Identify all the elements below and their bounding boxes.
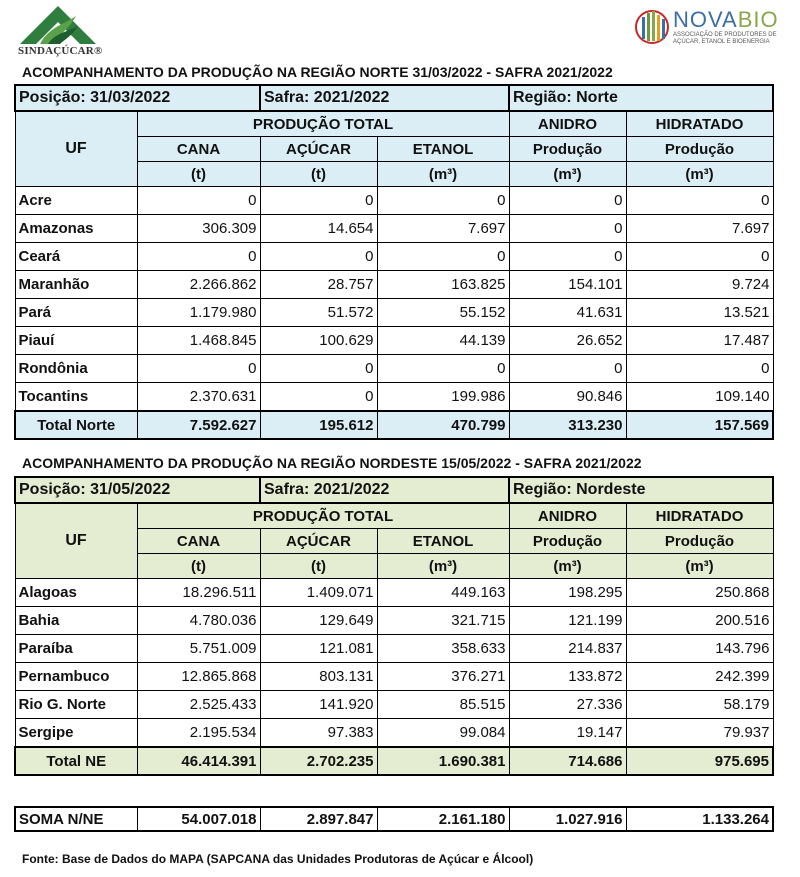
hidratado-cell: 109.140 xyxy=(626,383,773,412)
cana-cell: 4.780.036 xyxy=(137,607,260,635)
cana-cell: 12.865.868 xyxy=(137,663,260,691)
hidratado-cell: 13.521 xyxy=(626,299,773,327)
etanol-cell: 449.163 xyxy=(377,579,509,607)
acucar-cell: 129.649 xyxy=(260,607,377,635)
sindacucar-logo xyxy=(18,4,103,58)
etanol-cell: 0 xyxy=(377,187,509,215)
cana-cell: 0 xyxy=(137,243,260,271)
acucar-cell: 1.409.071 xyxy=(260,579,377,607)
hidratado-cell: 79.937 xyxy=(626,719,773,748)
hidratado-cell: 0 xyxy=(626,243,773,271)
anidro-cell: 0 xyxy=(509,187,626,215)
cana-cell: 1.468.845 xyxy=(137,327,260,355)
acucar-cell: 0 xyxy=(260,187,377,215)
table-row xyxy=(15,383,773,412)
total-label: Total Norte xyxy=(15,411,137,439)
header-hidratado-producao: Produção xyxy=(626,529,773,554)
etanol-cell: 55.152 xyxy=(377,299,509,327)
acucar-cell: 121.081 xyxy=(260,635,377,663)
acucar-cell: 0 xyxy=(260,355,377,383)
cana-cell: 2.195.534 xyxy=(137,719,260,748)
header-acucar: AÇÚCAR xyxy=(260,529,377,554)
norte-title: ACOMPANHAMENTO DA PRODUÇÃO NA REGIÃO NORTE 31/03/2022 - SAFRA 2021/2022 xyxy=(22,64,613,80)
anidro-cell: 0 xyxy=(509,243,626,271)
hidratado-cell: 242.399 xyxy=(626,663,773,691)
uf-cell: Amazonas xyxy=(15,215,137,243)
etanol-cell: 163.825 xyxy=(377,271,509,299)
unit-anidro: (m³) xyxy=(509,162,626,187)
total-anidro: 714.686 xyxy=(509,747,626,775)
acucar-cell: 0 xyxy=(260,383,377,412)
table-row xyxy=(15,355,773,383)
anidro-cell: 27.336 xyxy=(509,691,626,719)
nordeste-regiao: Região: Nordeste xyxy=(509,477,773,503)
table-row xyxy=(15,607,773,635)
header-anidro: ANIDRO xyxy=(509,503,626,529)
novabio-emblem-icon xyxy=(635,5,669,49)
anidro-cell: 198.295 xyxy=(509,579,626,607)
total-acucar: 195.612 xyxy=(260,411,377,439)
norte-safra: Safra: 2021/2022 xyxy=(260,85,509,111)
table-row xyxy=(15,327,773,355)
header-anidro-producao: Produção xyxy=(509,137,626,162)
norte-table xyxy=(14,84,774,440)
uf-cell: Ceará xyxy=(15,243,137,271)
header-anidro-producao: Produção xyxy=(509,529,626,554)
anidro-cell: 214.837 xyxy=(509,635,626,663)
footer-source: Fonte: Base de Dados do MAPA (SAPCANA das Unidades Produtoras de Açúcar e Álcool) xyxy=(22,852,534,866)
acucar-cell: 14.654 xyxy=(260,215,377,243)
cana-cell: 2.525.433 xyxy=(137,691,260,719)
etanol-cell: 321.715 xyxy=(377,607,509,635)
uf-cell: Tocantins xyxy=(15,383,137,412)
hidratado-cell: 17.487 xyxy=(626,327,773,355)
uf-cell: Acre xyxy=(15,187,137,215)
unit-acucar: (t) xyxy=(260,162,377,187)
table-row xyxy=(15,243,773,271)
cana-cell: 2.370.631 xyxy=(137,383,260,412)
acucar-cell: 100.629 xyxy=(260,327,377,355)
norte-total-row xyxy=(15,411,773,439)
anidro-cell: 133.872 xyxy=(509,663,626,691)
uf-cell: Bahia xyxy=(15,607,137,635)
unit-cana: (t) xyxy=(137,162,260,187)
nordeste-title: ACOMPANHAMENTO DA PRODUÇÃO NA REGIÃO NORDESTE 15/05/2022 - SAFRA 2021/2022 xyxy=(22,455,642,471)
cana-cell: 0 xyxy=(137,355,260,383)
cana-cell: 306.309 xyxy=(137,215,260,243)
acucar-cell: 97.383 xyxy=(260,719,377,748)
total-label: Total NE xyxy=(15,747,137,775)
header-cana: CANA xyxy=(137,137,260,162)
sindacucar-emblem-icon xyxy=(18,4,98,46)
norte-position-row xyxy=(15,85,773,111)
hidratado-cell: 143.796 xyxy=(626,635,773,663)
total-hidratado: 975.695 xyxy=(626,747,773,775)
soma-row xyxy=(15,807,773,831)
unit-etanol: (m³) xyxy=(377,162,509,187)
nordeste-posicao: Posição: 31/05/2022 xyxy=(15,477,260,503)
table-row xyxy=(15,215,773,243)
etanol-cell: 99.084 xyxy=(377,719,509,748)
hidratado-cell: 9.724 xyxy=(626,271,773,299)
total-cana: 46.414.391 xyxy=(137,747,260,775)
nordeste-position-row xyxy=(15,477,773,503)
acucar-cell: 0 xyxy=(260,243,377,271)
hidratado-cell: 250.868 xyxy=(626,579,773,607)
uf-cell: Piauí xyxy=(15,327,137,355)
table-row xyxy=(15,635,773,663)
header-acucar: AÇÚCAR xyxy=(260,137,377,162)
norte-regiao: Região: Norte xyxy=(509,85,773,111)
uf-cell: Pernambuco xyxy=(15,663,137,691)
hidratado-cell: 0 xyxy=(626,355,773,383)
anidro-cell: 0 xyxy=(509,355,626,383)
acucar-cell: 141.920 xyxy=(260,691,377,719)
soma-label: SOMA N/NE xyxy=(15,807,137,831)
novabio-logo xyxy=(635,5,795,53)
total-etanol: 470.799 xyxy=(377,411,509,439)
total-acucar: 2.702.235 xyxy=(260,747,377,775)
table-row xyxy=(15,187,773,215)
etanol-cell: 7.697 xyxy=(377,215,509,243)
hidratado-cell: 7.697 xyxy=(626,215,773,243)
table-row xyxy=(15,719,773,748)
unit-acucar: (t) xyxy=(260,554,377,579)
soma-cana: 54.007.018 xyxy=(137,807,260,831)
unit-anidro: (m³) xyxy=(509,554,626,579)
etanol-cell: 44.139 xyxy=(377,327,509,355)
cana-cell: 2.266.862 xyxy=(137,271,260,299)
acucar-cell: 28.757 xyxy=(260,271,377,299)
header-producao-total: PRODUÇÃO TOTAL xyxy=(137,111,509,137)
hidratado-cell: 58.179 xyxy=(626,691,773,719)
header-uf: UF xyxy=(15,111,137,187)
soma-acucar: 2.897.847 xyxy=(260,807,377,831)
hidratado-cell: 0 xyxy=(626,187,773,215)
table-row xyxy=(15,579,773,607)
acucar-cell: 803.131 xyxy=(260,663,377,691)
soma-table xyxy=(14,806,774,832)
header-uf: UF xyxy=(15,503,137,579)
unit-hidratado: (m³) xyxy=(626,554,773,579)
uf-cell: Sergipe xyxy=(15,719,137,748)
etanol-cell: 85.515 xyxy=(377,691,509,719)
header-etanol: ETANOL xyxy=(377,529,509,554)
cana-cell: 18.296.511 xyxy=(137,579,260,607)
nordeste-safra: Safra: 2021/2022 xyxy=(260,477,509,503)
sindacucar-logo-text: SINDAÇÚCAR® xyxy=(18,45,103,57)
novabio-subtitle: ASSOCIAÇÃO DE PRODUTORES DE AÇÚCAR, ETANOL E BIOENERGIA xyxy=(673,32,777,45)
acucar-cell: 51.572 xyxy=(260,299,377,327)
soma-etanol: 2.161.180 xyxy=(377,807,509,831)
total-hidratado: 157.569 xyxy=(626,411,773,439)
hidratado-cell: 200.516 xyxy=(626,607,773,635)
etanol-cell: 199.986 xyxy=(377,383,509,412)
norte-header-row-1 xyxy=(15,111,773,137)
total-cana: 7.592.627 xyxy=(137,411,260,439)
anidro-cell: 121.199 xyxy=(509,607,626,635)
anidro-cell: 154.101 xyxy=(509,271,626,299)
cana-cell: 0 xyxy=(137,187,260,215)
total-etanol: 1.690.381 xyxy=(377,747,509,775)
header-anidro: ANIDRO xyxy=(509,111,626,137)
novabio-wordmark: NOVABIO xyxy=(673,7,779,32)
cana-cell: 1.179.980 xyxy=(137,299,260,327)
soma-anidro: 1.027.916 xyxy=(509,807,626,831)
table-row xyxy=(15,271,773,299)
anidro-cell: 19.147 xyxy=(509,719,626,748)
soma-hidratado: 1.133.264 xyxy=(626,807,773,831)
uf-cell: Paraíba xyxy=(15,635,137,663)
header-producao-total: PRODUÇÃO TOTAL xyxy=(137,503,509,529)
header-etanol: ETANOL xyxy=(377,137,509,162)
anidro-cell: 90.846 xyxy=(509,383,626,412)
table-row xyxy=(15,691,773,719)
header-hidratado: HIDRATADO xyxy=(626,111,773,137)
header-hidratado-producao: Produção xyxy=(626,137,773,162)
table-row xyxy=(15,663,773,691)
uf-cell: Pará xyxy=(15,299,137,327)
header-hidratado: HIDRATADO xyxy=(626,503,773,529)
nordeste-table xyxy=(14,476,774,776)
etanol-cell: 0 xyxy=(377,355,509,383)
anidro-cell: 41.631 xyxy=(509,299,626,327)
etanol-cell: 376.271 xyxy=(377,663,509,691)
unit-etanol: (m³) xyxy=(377,554,509,579)
unit-cana: (t) xyxy=(137,554,260,579)
anidro-cell: 0 xyxy=(509,215,626,243)
nordeste-total-row xyxy=(15,747,773,775)
etanol-cell: 358.633 xyxy=(377,635,509,663)
norte-posicao: Posição: 31/03/2022 xyxy=(15,85,260,111)
uf-cell: Rio G. Norte xyxy=(15,691,137,719)
uf-cell: Rondônia xyxy=(15,355,137,383)
table-row xyxy=(15,299,773,327)
unit-hidratado: (m³) xyxy=(626,162,773,187)
anidro-cell: 26.652 xyxy=(509,327,626,355)
uf-cell: Maranhão xyxy=(15,271,137,299)
header-cana: CANA xyxy=(137,529,260,554)
etanol-cell: 0 xyxy=(377,243,509,271)
uf-cell: Alagoas xyxy=(15,579,137,607)
total-anidro: 313.230 xyxy=(509,411,626,439)
cana-cell: 5.751.009 xyxy=(137,635,260,663)
nordeste-header-row-1 xyxy=(15,503,773,529)
